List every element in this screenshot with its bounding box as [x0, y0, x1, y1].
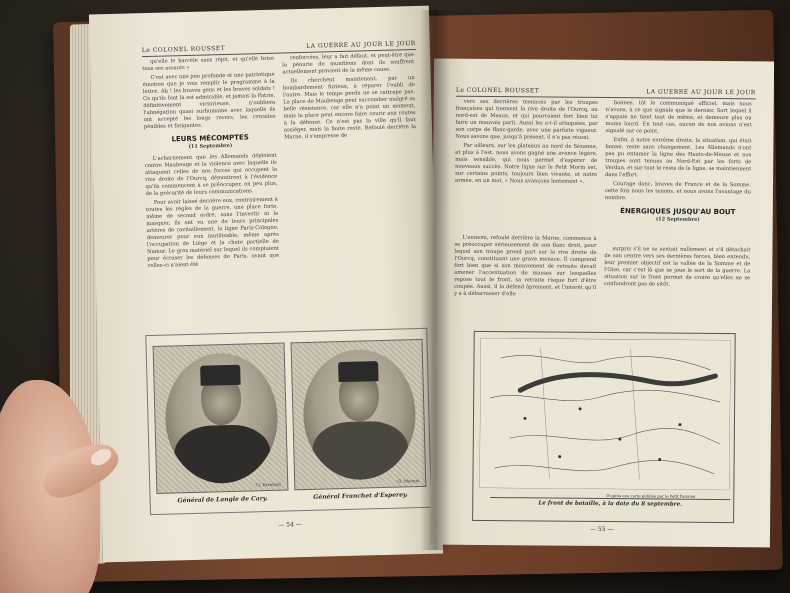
left-section-para-1: L'acharnement que les Allemands déploient contre Maubeuge et la violence avec laquelle ils attaquent celles de nos forces qui occupent la rive droite de l'Ourcq, démontrent à l'évidence qu'ils commencent à se préoccuper, on peu plus, de la précarité de leurs communications. [144, 152, 278, 198]
right-col1-para-2: Par ailleurs, sur les plateaux au nord de Sézanne, et plus à l'est, nous avons gagné une avance légère, mais sensible, qui nous permet d'espérer de nouveaux succès. Notre ligne sur le Petit Morin est, sur certains points, toujours bien vivante, et notre armée, en un mot, « Nous avançons lentement ». [455, 142, 598, 185]
map-drawing [479, 338, 730, 490]
right-folio: — 55 — [589, 525, 614, 534]
portrait-left-caption: Général de Langle de Cary. [177, 495, 268, 505]
portrait-left-credit: Cl. Excelsior [255, 481, 282, 488]
left-column-1 [142, 56, 280, 272]
left-page [89, 6, 443, 563]
right-section-title: ÉNERGIQUES JUSQU'AU BOUT [620, 207, 736, 217]
right-col2-para-3: Courage donc, braves de France et de la Somme, cette fois nous les tenons, et nous avons l'avantage du nombre. [604, 181, 752, 202]
right-column-1 [455, 99, 598, 188]
right-running-head [456, 87, 756, 100]
map-source: D'après une carte publiée par le Petit Parisien [606, 493, 696, 499]
left-section-title: LEURS MÉCOMPTES [171, 133, 249, 144]
portrait-langle-de-cary [153, 343, 289, 494]
portraits-plate [145, 328, 432, 515]
left-section-para-2: Pour avoir laissé derrière eux, contrairement à toutes les règles de la guerre, une place forte, même de second ordre, sans l'investir ni la masquer, ils ont vu une de leurs principales artères de ravitaillement, la ligne Paris-Cologne, demeurer pour eux inutilisable, même après l'occupation de Liège et la chute partielle de Namur. Le gros matériel sur lequel ils comptaient pour écraser les défenses de Paris, avant que celles-ci n'aient été [145, 196, 280, 270]
right-section-text-2: surpris s'il ne se sentait nullement et s'il détachait de son centre vers ses dernières forces, bien entendu, leur premier objectif est la vallée de la Somme et de l'Oise, car c'est là que se joue le sort de la guerre. La situation sur le front permet de croire qu'elles ne se confondront pas de sitôt. [604, 246, 751, 288]
right-section-date: (12 Septembre) [655, 216, 700, 223]
right-section-col-2 [604, 246, 750, 291]
left-column-2 [282, 52, 416, 143]
right-col2-para-1: bonnes, tôt le communiqué officiel, mais nous n'avons, à ce que signale que le dernier. Sort lequel il s'appuie ne tient tout de même, et demeure plus ou moins lourd. En tout cas, aucun de nos avions n'est signalé sur ce point. [605, 100, 752, 135]
left-col2-para-2: Ils cherchent maintenant, par un bombardement furieux, à réparer l'oubli de l'autre. Mais le temps perdu ne se rattrape pas. La place de Maubeuge peut succomber malgré sa belle résistance, car elle n'a point un moment, mais la place peut encore faire courir aux routes à la défense. Ce n'est pas la ville qu'il faut assiéger, mais la faute reste. Refoulé derrière la Marne, il s'empresse de [282, 75, 417, 141]
gutter-shadow [420, 10, 450, 550]
battle-front-map [472, 331, 736, 523]
portrait-right-credit: Cl. Manuel [396, 478, 420, 484]
left-folio: — 54 — [278, 521, 302, 529]
portrait-oval [302, 348, 417, 481]
left-intro-1: qu'elle le harcèle sans répit, et qu'elle brise tous ses assauts » [142, 55, 275, 73]
left-section-date: (11 Septembre) [188, 142, 233, 150]
map-caption: Le front de bataille, à la date du 8 septembre. [490, 497, 730, 508]
left-running-head-title: LA GUERRE AU JOUR LE JOUR [306, 39, 416, 50]
right-column-2 [605, 100, 752, 228]
right-section-col-1 [454, 235, 597, 301]
right-running-head-title: LA GUERRE AU JOUR LE JOUR [646, 88, 756, 97]
right-page [430, 59, 774, 548]
left-col2-para-1: renforcées, leur a fait défaut, et peut-être que la pénurie de munitions dont ils souffrent actuellement provient de la même cause. [282, 52, 415, 76]
portrait-franchet-desperey [291, 339, 427, 490]
right-col1-para-1: vers ses derrières menacés par les troupes françaises qui tiennent la rive droite de l'Ourcq, au nord-est de Meaux, et qui pourraient fort bien lui faire un mauvais parti. Aussi les a-t-il attaquées, par son corps de flanc-garde, avec une parfaite vigueur. Nous savons que, jusqu'à présent, il n'a pas réussi. [455, 98, 598, 141]
right-col2-para-2: Enfin, à notre extrême droite, la situation, qui était bonne, reste sans changement. Les Allemands n'ont pas pu entamer la ligne des Hauts-de-Meuse et nos troupes sont tenues au Nord-Est par les forts de Verdun, et sur tout le reste de la ligne, se maintiennent dans l'effort. [605, 137, 752, 179]
left-running-head-author: Le COLONEL ROUSSET [141, 44, 226, 55]
right-running-head-author: Le COLONEL ROUSSET [455, 86, 540, 95]
portrait-right-caption: Général Franchet d'Esperey. [313, 491, 408, 501]
right-section-text-1: L'ennemi, refoulé derrière la Marne, commence à se préoccuper sérieusement de son flanc droit, pour lequel son troupe prend part sur la rive droite de l'Ourcq, constituant une grave menace. Il comprend fort bien que si son mouvement de retraite devait amener l'accentuation de masses sur lesquelles repose tout le front, sa retraite risque fort d'être coupée. Aussi, il la défend âprement, et l'intérêt qu'il y a à débarrasser d'elle [454, 234, 597, 298]
portrait-oval [164, 352, 279, 485]
left-intro-2: C'est avec une joie profonde et une patriotique émotion que je vois remplir le programme à la lettre. Ah ! les braves gens et les braves soldats ! Ce qu'ils font là est admirable, et jamais la Patrie, définitivement victorieuse, n'oubliera l'abnégation quasi surhumaine avec laquelle ils ont accepté les longs revers, les retraites pénibles et fatigantes. [142, 71, 276, 131]
